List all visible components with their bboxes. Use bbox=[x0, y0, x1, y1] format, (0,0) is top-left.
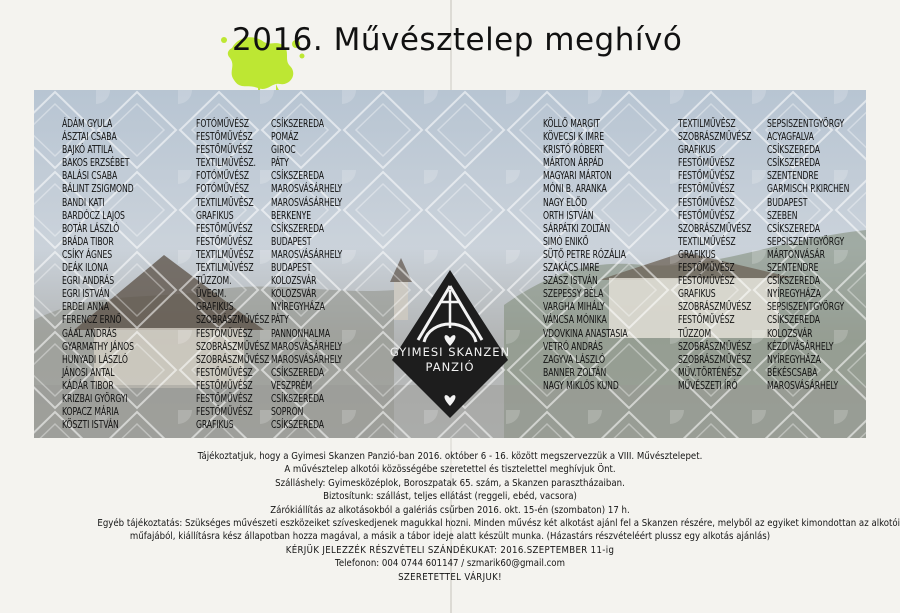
list-item: MŰV.TÖRTÉNÉSZ bbox=[678, 367, 742, 379]
info-line: A művésztelep alkotói közösségébe szeretettel és tisztelettel meghívjuk Önt. bbox=[284, 464, 616, 476]
list-item: MÓNI B. ARANKA bbox=[543, 184, 607, 196]
list-item: CSÍKSZEREDA bbox=[271, 393, 324, 405]
list-item: KÖVECSI K IMRE bbox=[543, 132, 605, 144]
list-item: MŰVÉSZETI ÍRÓ bbox=[678, 380, 738, 392]
list-item: KRIZBAI GYÖRGYI bbox=[62, 393, 128, 405]
closing-line: SZERETETTEL VÁRJUK! bbox=[398, 571, 502, 583]
list-item: TEXTILMŰVÉSZ bbox=[678, 119, 736, 130]
list-item: GARMISCH P.KIRCHEN bbox=[767, 184, 850, 196]
list-item: KOPACZ MÁRIA bbox=[62, 407, 119, 419]
list-item: FESTŐMŰVÉSZ bbox=[196, 145, 253, 157]
list-item: SÁRPÁTKI ZOLTÁN bbox=[543, 223, 611, 235]
page-title: 2016. Művésztelep meghívó bbox=[232, 22, 683, 58]
list-item: SEPSISZENTGYÖRGY bbox=[767, 119, 845, 130]
list-item: SEPSISZENTGYÖRGY bbox=[767, 302, 845, 314]
list-item: FESTŐMŰVÉSZ bbox=[196, 236, 253, 248]
list-item: SZOBRÁSZMŰVÉSZ bbox=[678, 302, 752, 314]
list-item: BÁLINT ZSIGMOND bbox=[62, 184, 134, 196]
list-item: CSÍKSZEREDA bbox=[767, 158, 820, 170]
list-item: BALÁSI CSABA bbox=[62, 171, 118, 183]
list-item: SZÁSZ ISTVÁN bbox=[543, 276, 598, 288]
list-item: ACYAGFALVA bbox=[767, 132, 814, 144]
list-item: BANNER ZOLTÁN bbox=[543, 367, 607, 379]
info-line: Zárókiállítás az alkotásokból a galériás csűrben 2016. okt. 15-én (szombaton) 17 h. bbox=[270, 504, 630, 516]
list-item: BÉKÉSCSABA bbox=[767, 367, 818, 379]
list-item: KOLOZSVÁR bbox=[271, 289, 317, 301]
list-item: BERKENYE bbox=[271, 210, 312, 222]
right-names-column bbox=[543, 118, 628, 393]
left-names-column bbox=[62, 118, 134, 432]
list-item: GRAFIKUS bbox=[678, 289, 716, 301]
list-item: DEÁK ILONA bbox=[62, 263, 109, 275]
right-professions-column bbox=[678, 118, 751, 393]
list-item: TŰZZOM bbox=[678, 328, 712, 340]
list-item: GIROC bbox=[271, 145, 296, 157]
list-item: SZOBRÁSZMŰVÉSZ bbox=[678, 132, 752, 144]
skanzen-logo-icon bbox=[390, 268, 510, 418]
info-line: műfajából, kiállításra kész állapotban hozza magával, a másik a tábor ideje alatt készült munka. (Házastárs részvételéért plussz egy alkotás ajánlás) bbox=[129, 531, 771, 543]
info-line: Biztosítunk: szállást, teljes ellátást (reggeli, ebéd, vacsora) bbox=[323, 491, 577, 503]
list-item: KOLOZSVÁR bbox=[271, 276, 317, 288]
list-item: POMÁZ bbox=[271, 132, 299, 144]
list-item: KÖSZTI ISTVÁN bbox=[62, 420, 119, 432]
list-item: CSÍKSZEREDA bbox=[271, 223, 324, 235]
list-item: CSÍKSZEREDA bbox=[271, 367, 324, 379]
list-item: FOTÓMŰVÉSZ bbox=[196, 184, 249, 196]
list-item: JÁNOSI ANTAL bbox=[62, 367, 115, 379]
list-item: FESTŐMŰVÉSZ bbox=[678, 210, 735, 222]
list-item: SZENTENDRE bbox=[767, 171, 819, 183]
list-item: FERENCZ ERNŐ bbox=[62, 315, 122, 327]
list-item: MAROSVÁSÁRHELY bbox=[271, 341, 343, 353]
list-item: FESTŐMŰVÉSZ bbox=[196, 407, 253, 419]
list-item: CSÍKSZEREDA bbox=[767, 223, 820, 235]
list-item: ÜVEGM. bbox=[196, 289, 227, 301]
list-item: TEXTILMŰVÉSZ bbox=[196, 249, 254, 261]
rsvp-line: KÉRJÜK JELEZZÉK RÉSZVÉTELI SZÁNDÉKUKAT: 2016.SZEPTEMBER 11-ig bbox=[285, 544, 615, 556]
list-item: SZOBRÁSZMŰVÉSZ bbox=[678, 223, 752, 235]
list-item: ÁDÁM GYULA bbox=[62, 119, 113, 130]
list-item: SZOBRÁSZMŰVÉSZ bbox=[678, 354, 752, 366]
list-item: EGRI ISTVÁN bbox=[62, 289, 110, 301]
list-item: FESTŐMŰVÉSZ bbox=[678, 171, 735, 183]
list-item: CSÍKSZEREDA bbox=[271, 420, 324, 432]
list-item: SZEBEN bbox=[767, 210, 798, 222]
list-item: NYÍREGYHÁZA bbox=[767, 289, 821, 301]
list-item: VARGHA MIHÁLY bbox=[543, 302, 605, 314]
list-item: MAROSVÁSÁRHELY bbox=[271, 249, 343, 261]
list-item: EGRI ANDRÁS bbox=[62, 276, 115, 288]
list-item: GÁAL ANDRÁS bbox=[62, 328, 117, 340]
list-item: SOPRON bbox=[271, 407, 304, 419]
list-item: SEPSISZENTGYÖRGY bbox=[767, 236, 845, 248]
list-item: BUDAPEST bbox=[271, 236, 312, 248]
list-item: BAJKÓ ATTILA bbox=[62, 145, 113, 157]
list-item: FESTŐMŰVÉSZ bbox=[196, 132, 253, 144]
list-item: MÁRTONVÁSÁR bbox=[767, 249, 825, 261]
list-item: BANDI KATI bbox=[62, 197, 105, 209]
list-item: BRÁDA TIBOR bbox=[62, 236, 114, 248]
list-item: PÁTY bbox=[271, 158, 289, 170]
list-item: CSÍKSZEREDA bbox=[271, 119, 324, 130]
logo-line-2: PANZIÓ bbox=[425, 360, 475, 374]
list-item: FOTÓMŰVÉSZ bbox=[196, 119, 249, 130]
list-item: KRISTÓ RÓBERT bbox=[543, 145, 604, 157]
info-line: Szálláshely: Gyimesközéplok, Boroszpatak 65. szám, a Skanzen parasztházaiban. bbox=[275, 477, 625, 489]
list-item: TŰZZOM. bbox=[196, 276, 232, 288]
list-item: MAROSVÁSÁRHELY bbox=[767, 380, 839, 392]
info-line: Egyéb tájékoztatás: Szükséges művészeti eszközeiket szíveskedjenek magukkal hozni. Minden művész két alkotást ajánl fel a Skanzen részére, melyből az egyiket kimondottan az alkotói bbox=[97, 518, 900, 530]
list-item: SÜTŐ PETRE RÓZÁLIA bbox=[543, 249, 626, 261]
list-item: FESTŐMŰVÉSZ bbox=[196, 393, 253, 405]
left-professions-column bbox=[196, 118, 269, 432]
list-item: SZOBRÁSZMŰVÉSZ bbox=[196, 315, 270, 327]
list-item: PÁTY bbox=[271, 315, 289, 327]
invitation-info bbox=[40, 450, 900, 584]
list-item: BUDAPEST bbox=[271, 263, 312, 275]
list-item: GRAFIKUS bbox=[196, 420, 234, 432]
list-item: NYÍREGYHÁZA bbox=[767, 354, 821, 366]
list-item: MAROSVÁSÁRHELY bbox=[271, 197, 343, 209]
list-item: GRAFIKUS bbox=[678, 249, 716, 261]
list-item: MAROSVÁSÁRHELY bbox=[271, 354, 343, 366]
list-item: GRAFIKUS bbox=[196, 210, 234, 222]
list-item: SZEPESSY BÉLA bbox=[543, 289, 604, 301]
list-item: ERDEI ANNA bbox=[62, 302, 109, 314]
list-item: CSÍKSZEREDA bbox=[767, 145, 820, 157]
list-item: FESTŐMŰVÉSZ bbox=[678, 315, 735, 327]
right-cities-column bbox=[767, 118, 849, 393]
list-item: SIMÓ ENIKŐ bbox=[543, 236, 589, 248]
contact-line: Telefonon: 004 0744 601147 / szmarik60@gmail.com bbox=[335, 558, 565, 570]
list-item: MAROSVÁSÁRHELY bbox=[271, 184, 343, 196]
list-item: FESTŐMŰVÉSZ bbox=[196, 223, 253, 235]
list-item: NAGY ELŐD bbox=[543, 197, 587, 209]
list-item: BUDAPEST bbox=[767, 197, 808, 209]
list-item: CSÍKSZEREDA bbox=[767, 276, 820, 288]
list-item: FESTŐMŰVÉSZ bbox=[196, 380, 253, 392]
list-item: FESTŐMŰVÉSZ bbox=[196, 367, 253, 379]
list-item: FESTŐMŰVÉSZ bbox=[678, 158, 735, 170]
list-item: SZAKÁCS IMRE bbox=[543, 263, 600, 275]
list-item: NAGY MIKLÓS KUND bbox=[543, 380, 619, 392]
list-item: BOTÁR LÁSZLÓ bbox=[62, 223, 120, 235]
list-item: FESTŐMŰVÉSZ bbox=[678, 197, 735, 209]
list-item: FESTŐMŰVÉSZ bbox=[678, 276, 735, 288]
list-item: FESTŐMŰVÉSZ bbox=[678, 184, 735, 196]
list-item: TEXTILMŰVÉSZ bbox=[196, 263, 254, 275]
list-item: FOTÓMŰVÉSZ bbox=[196, 171, 249, 183]
list-item: KÉZDIVÁSÁRHELY bbox=[767, 341, 834, 353]
list-item: KOLOZSVÁR bbox=[767, 328, 813, 340]
list-item: FESTŐMŰVÉSZ bbox=[196, 328, 253, 340]
list-item: MÁRTON ÁRPÁD bbox=[543, 158, 604, 170]
list-item: KÖLLŐ MARGIT bbox=[543, 119, 600, 130]
logo-line-1: GYIMESI SKANZEN bbox=[389, 345, 511, 359]
list-item: ORTH ISTVÁN bbox=[543, 210, 594, 222]
list-item: HUNYADI LÁSZLÓ bbox=[62, 354, 128, 366]
list-item: TEXTILMŰVÉSZ. bbox=[196, 158, 256, 170]
list-item: VETRÓ ANDRÁS bbox=[543, 341, 603, 353]
list-item: KÁDÁR TIBOR bbox=[62, 380, 114, 392]
logo-text bbox=[370, 345, 530, 375]
list-item: GRAFIKUS bbox=[678, 145, 716, 157]
list-item: SZOBRÁSZMŰVÉSZ bbox=[678, 341, 752, 353]
list-item: TEXTILMŰVÉSZ bbox=[678, 236, 736, 248]
left-cities-column bbox=[271, 118, 342, 432]
list-item: SZENTENDRE bbox=[767, 263, 819, 275]
list-item: MAGYARI MÁRTON bbox=[543, 171, 612, 183]
list-item: VESZPRÉM bbox=[271, 380, 313, 392]
list-item: ZAGYVA LÁSZLÓ bbox=[543, 354, 605, 366]
list-item: VDOVKINA ANASTASIA bbox=[543, 328, 628, 340]
list-item: SZOBRÁSZMŰVÉSZ bbox=[196, 341, 270, 353]
list-item: BAKOS ERZSÉBET bbox=[62, 158, 130, 170]
list-item: FESTŐMŰVÉSZ bbox=[678, 263, 735, 275]
list-item: GYARMATHY JÁNOS bbox=[62, 341, 134, 353]
list-item: TEXTILMŰVÉSZ bbox=[196, 197, 254, 209]
list-item: ÁSZTAI CSABA bbox=[62, 132, 117, 144]
list-item: CSÍKSZEREDA bbox=[767, 315, 820, 327]
list-item: CSÍKSZEREDA bbox=[271, 171, 324, 183]
list-item: SZOBRÁSZMŰVÉSZ bbox=[196, 354, 270, 366]
list-item: VÁNCSA MÓNIKA bbox=[543, 315, 607, 327]
list-item: NYÍREGYHÁZA bbox=[271, 302, 325, 314]
list-item: CSÍKY ÁGNES bbox=[62, 249, 113, 261]
list-item: PANNONHALMA bbox=[271, 328, 331, 340]
list-item: GRAFIKUS bbox=[196, 302, 234, 314]
info-line: Tájékoztatjuk, hogy a Gyimesi Skanzen Panzió-ban 2016. október 6 - 16. között megszervezzük a VIII. Művésztelepet. bbox=[197, 451, 703, 462]
list-item: BARDÓCZ LAJOS bbox=[62, 210, 125, 222]
